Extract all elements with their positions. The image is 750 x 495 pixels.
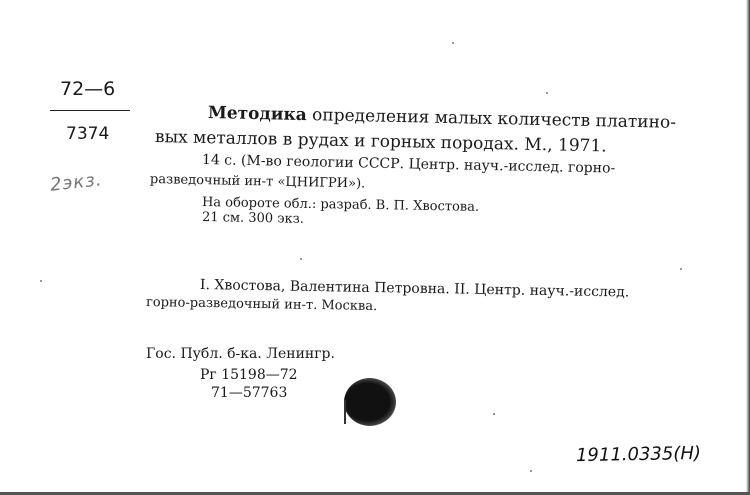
paper-speck xyxy=(300,258,302,260)
title-line-2: вых металлов в рудах и горных породах. М., 1971. xyxy=(154,127,607,157)
code-divider xyxy=(50,110,130,111)
registration-number: Рг 15198—72 xyxy=(200,367,298,383)
order-number: 71—57763 xyxy=(211,385,288,401)
publisher-institute: разведочный ин-т «ЦНИГРИ»). xyxy=(149,172,366,192)
classification-code: 72—6 xyxy=(60,78,116,100)
publication-details: 14 с. (М-во геологии СССР. Центр. науч.-исслед. горно- xyxy=(201,152,616,177)
handwritten-copies-note: 2экз. xyxy=(49,169,104,196)
punch-hole-shadow xyxy=(344,400,356,424)
paper-speck xyxy=(452,42,454,44)
title-rest: определения малых количеств платино- xyxy=(311,105,677,133)
catalog-number: 7374 xyxy=(66,124,110,144)
cover-note: На обороте обл.: разраб. В. П. Хвостова. xyxy=(201,195,480,215)
title-line-1 xyxy=(208,103,676,133)
card-right-edge xyxy=(746,0,750,495)
tracing-line-2: горно-разведочный ин-т. Москва. xyxy=(145,295,378,315)
paper-speck xyxy=(546,92,548,94)
tracing-line-1: I. Хвостова, Валентина Петровна. II. Центр. науч.-исслед. xyxy=(199,277,630,301)
library-name: Гос. Публ. б-ка. Ленингр. xyxy=(146,346,335,362)
paper-speck xyxy=(680,268,682,270)
size-and-print-run: 21 см. 300 экз. xyxy=(201,210,305,227)
paper-speck xyxy=(40,280,42,282)
handwritten-inventory-number: 1911.0335(Н) xyxy=(575,442,702,467)
title-bold-word: Методика xyxy=(207,103,307,126)
paper-speck xyxy=(493,413,495,415)
paper-speck xyxy=(530,470,532,472)
